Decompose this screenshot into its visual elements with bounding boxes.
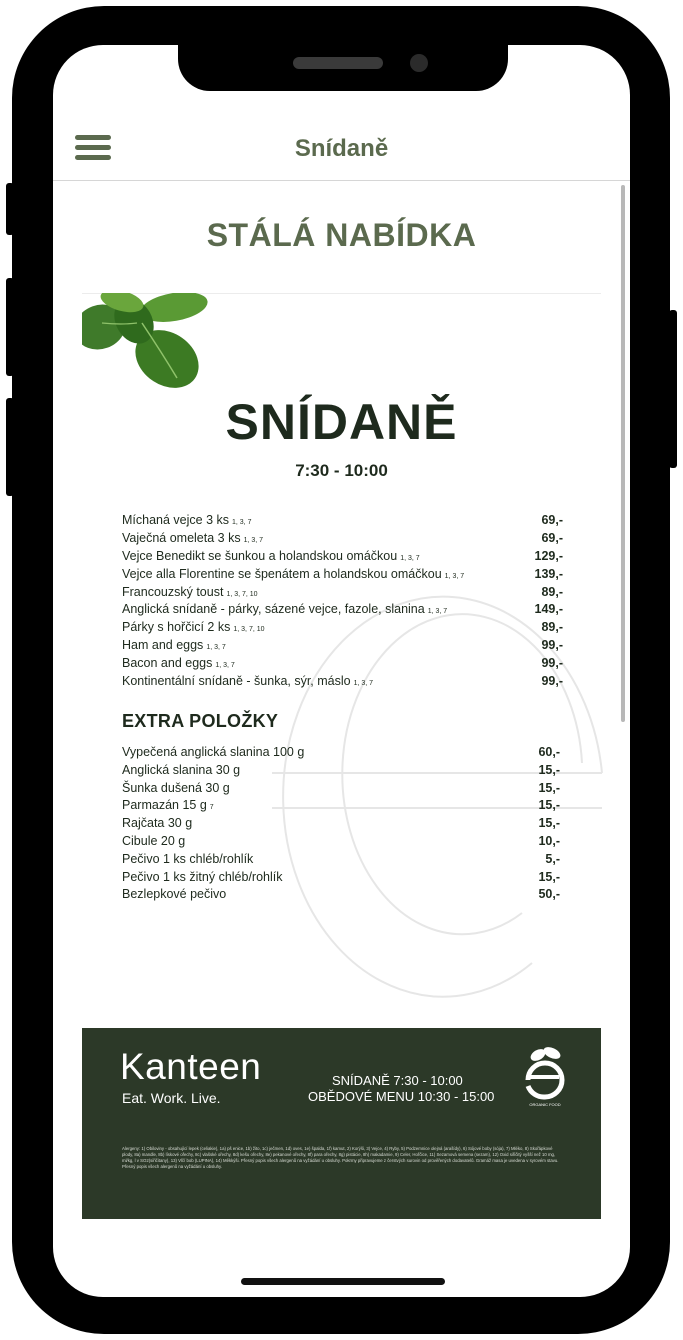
- menu-item-allergens: 1, 3, 7: [206, 644, 226, 652]
- menu-item-label: Vypečená anglická slanina 100 g: [122, 745, 305, 759]
- menu-item-name: [122, 745, 304, 759]
- menu-item-name: [122, 834, 185, 848]
- breakfast-item-list: [122, 513, 563, 692]
- menu-item-price: 149,-: [534, 602, 563, 617]
- menu-item-price: 15,-: [538, 798, 560, 813]
- menu-item-label: Anglická snídaně - párky, sázené vejce, fazole, slanina: [122, 602, 425, 617]
- menu-item-name: [122, 870, 283, 884]
- menu-item-label: Vejce alla Florentine se špenátem a holandskou omáčkou: [122, 566, 442, 581]
- menu-item-row: [122, 674, 563, 692]
- menu-item-label: Bacon and eggs: [122, 656, 213, 671]
- menu-item-price: 89,-: [541, 620, 563, 635]
- menu-item-row: [122, 745, 560, 763]
- menu-item-allergens: 1, 3, 7: [353, 680, 374, 688]
- menu-item-allergens: 1, 3, 7, 10: [233, 626, 265, 634]
- menu-item-name: [122, 781, 230, 795]
- menu-item-price: 15,-: [538, 816, 560, 831]
- menu-item-label: Míchaná vejce 3 ks: [122, 513, 229, 527]
- menu-item-row: [122, 852, 560, 870]
- menu-item-row: [122, 585, 563, 603]
- menu-item-price: 5,-: [545, 851, 560, 866]
- menu-item-price: 69,-: [541, 530, 563, 545]
- menu-hours: 7:30 - 10:00: [295, 461, 388, 480]
- menu-item-label: Kontinentální snídaně - šunka, sýr, máslo: [122, 674, 351, 689]
- extra-items-heading: EXTRA POLOŽKY: [122, 711, 279, 731]
- menu-item-label: Šunka dušená 30 g: [122, 780, 230, 795]
- home-indicator[interactable]: [241, 1278, 445, 1285]
- menu-item-price: 15,-: [538, 869, 560, 884]
- menu-item-name: [122, 638, 226, 652]
- svg-text:ORGANIC FOOD: ORGANIC FOOD: [529, 1102, 561, 1107]
- menu-item-price: 50,-: [538, 887, 560, 902]
- menu-item-price: 69,-: [541, 513, 563, 527]
- menu-item-row: [122, 513, 563, 531]
- allergen-note: Alergeny: 1) Obiloviny - obsahující lepek (celiakie), 1a) pš enice, 1b) žito, 1c) ječmen, 1d) oves, 1e) špalda, 1f) kamut, 2) Korýši, 3) Vejce, 4) Ryby, 5) Podzemnice olejná (arašídy), 6) Sójové boby (sója), 7) Mléko, 8) Skořápkové plody, 8a) mandle, 8b) lískové ořechy, 8c) vlašské ořechy, 8d) kešu ořechy, 8e) pekanové ořechy, 8f) para ořechy, 8g) pistácie, 8h) makadamie, 9) Celer, Hořčice, 11) Sezamová semena (sezam), 12) Oxid siřičitý vyšší než 10 mg, ml/kg, l v SO2(siřičitany), 13) Vlčí bob (LUPINA), 14) Měkkýši. Přesný popis všech alergenů na vyžádání u obsluhy. Pokrmy připravujeme z čerstvých surovin od prověřených dodavatelů. Gramáž masa je uvedena v syrovém stavu. Přesný popis všech alergenů na vyžádání u obsluhy.: [122, 1146, 559, 1169]
- breakfast-menu-image: [82, 293, 601, 1218]
- side-button-power: [669, 310, 677, 468]
- menu-item-label: Vejce Benedikt se šunkou a holandskou omáčkou: [122, 548, 398, 563]
- menu-item-label: Rajčata 30 g: [122, 816, 193, 831]
- menu-item-label: Párky s hořčicí 2 ks: [122, 620, 231, 635]
- menu-item-name: [122, 674, 373, 688]
- menu-item-name: [122, 531, 263, 545]
- menu-item-allergens: 1, 3, 7: [215, 662, 235, 670]
- menu-item-allergens: 1, 3, 7: [444, 572, 465, 580]
- menu-item-row: [122, 602, 563, 620]
- menu-item-allergens: 1, 3, 7: [243, 536, 264, 544]
- side-button-volume-down: [6, 398, 14, 496]
- app-header: [53, 115, 630, 181]
- menu-item-row: [122, 763, 560, 781]
- menu-item-name: [122, 585, 258, 599]
- menu-item-allergens: 1, 3, 7: [427, 608, 448, 616]
- menu-item-label: Parmazán 15 g: [122, 798, 207, 813]
- organic-food-logo-icon: [522, 1046, 568, 1108]
- extra-item-list: [122, 745, 560, 905]
- side-button-volume-up: [6, 278, 14, 376]
- menu-item-allergens: 1, 3, 7, 10: [226, 590, 258, 598]
- menu-item-price: 99,-: [541, 674, 563, 689]
- menu-item-allergens: 1, 3, 7: [232, 519, 252, 526]
- menu-footer: [82, 1028, 601, 1219]
- menu-item-label: Cibule 20 g: [122, 833, 186, 848]
- menu-item-price: 89,-: [541, 584, 563, 599]
- menu-item-allergens: 7: [209, 804, 214, 812]
- menu-item-label: Pečivo 1 ks žitný chléb/rohlík: [122, 869, 283, 884]
- menu-item-row: [122, 638, 563, 656]
- menu-item-price: 129,-: [534, 548, 563, 563]
- menu-item-name: [122, 567, 464, 581]
- menu-item-price: 15,-: [538, 780, 560, 795]
- menu-item-name: [122, 816, 192, 830]
- screen: [53, 45, 630, 1297]
- menu-item-label: Francouzský toust: [122, 584, 224, 599]
- menu-item-row: [122, 781, 560, 799]
- menu-item-label: Bezlepkové pečivo: [122, 887, 227, 902]
- scrollbar[interactable]: [621, 185, 625, 722]
- footer-breakfast-hours: SNÍDANĚ 7:30 - 10:00: [332, 1073, 463, 1088]
- menu-item-name: [122, 798, 214, 812]
- menu-item-allergens: 1, 3, 7: [400, 554, 420, 562]
- menu-item-name: [122, 887, 226, 901]
- page-title: Snídaně: [294, 135, 389, 162]
- menu-title: SNÍDANĚ: [225, 394, 458, 450]
- menu-item-row: [122, 798, 560, 816]
- menu-item-price: 10,-: [538, 833, 560, 848]
- menu-item-name: [122, 620, 265, 634]
- menu-item-price: 99,-: [541, 638, 563, 653]
- menu-item-row: [122, 620, 563, 638]
- menu-item-label: Vaječná omeleta 3 ks: [122, 530, 241, 545]
- menu-item-name: [122, 602, 447, 616]
- menu-item-price: 139,-: [534, 566, 563, 581]
- menu-item-price: 15,-: [538, 762, 560, 777]
- menu-item-row: [122, 887, 560, 905]
- menu-item-row: [122, 816, 560, 834]
- basil-leaves-image: [82, 293, 212, 398]
- menu-item-name: [122, 549, 420, 563]
- menu-item-name: [122, 656, 235, 670]
- menu-item-row: [122, 870, 560, 888]
- menu-item-row: [122, 549, 563, 567]
- menu-item-label: Ham and eggs: [122, 638, 204, 653]
- menu-item-label: Pečivo 1 ks chléb/rohlík: [122, 851, 254, 866]
- brand-name: Kanteen: [120, 1046, 262, 1087]
- side-button-silent: [6, 183, 14, 235]
- menu-item-row: [122, 834, 560, 852]
- menu-item-name: [122, 763, 240, 777]
- menu-item-price: 60,-: [538, 745, 560, 759]
- brand-tagline: Eat. Work. Live.: [122, 1090, 221, 1106]
- menu-item-row: [122, 656, 563, 674]
- menu-item-row: [122, 531, 563, 549]
- footer-lunch-hours: OBĚDOVÉ MENU 10:30 - 15:00: [308, 1089, 495, 1104]
- menu-item-label: Anglická slanina 30 g: [122, 762, 241, 777]
- menu-item-price: 99,-: [541, 656, 563, 671]
- section-heading: STÁLÁ NABÍDKA: [206, 217, 477, 253]
- menu-item-name: [122, 852, 253, 866]
- menu-item-row: [122, 567, 563, 585]
- menu-item-name: [122, 513, 251, 527]
